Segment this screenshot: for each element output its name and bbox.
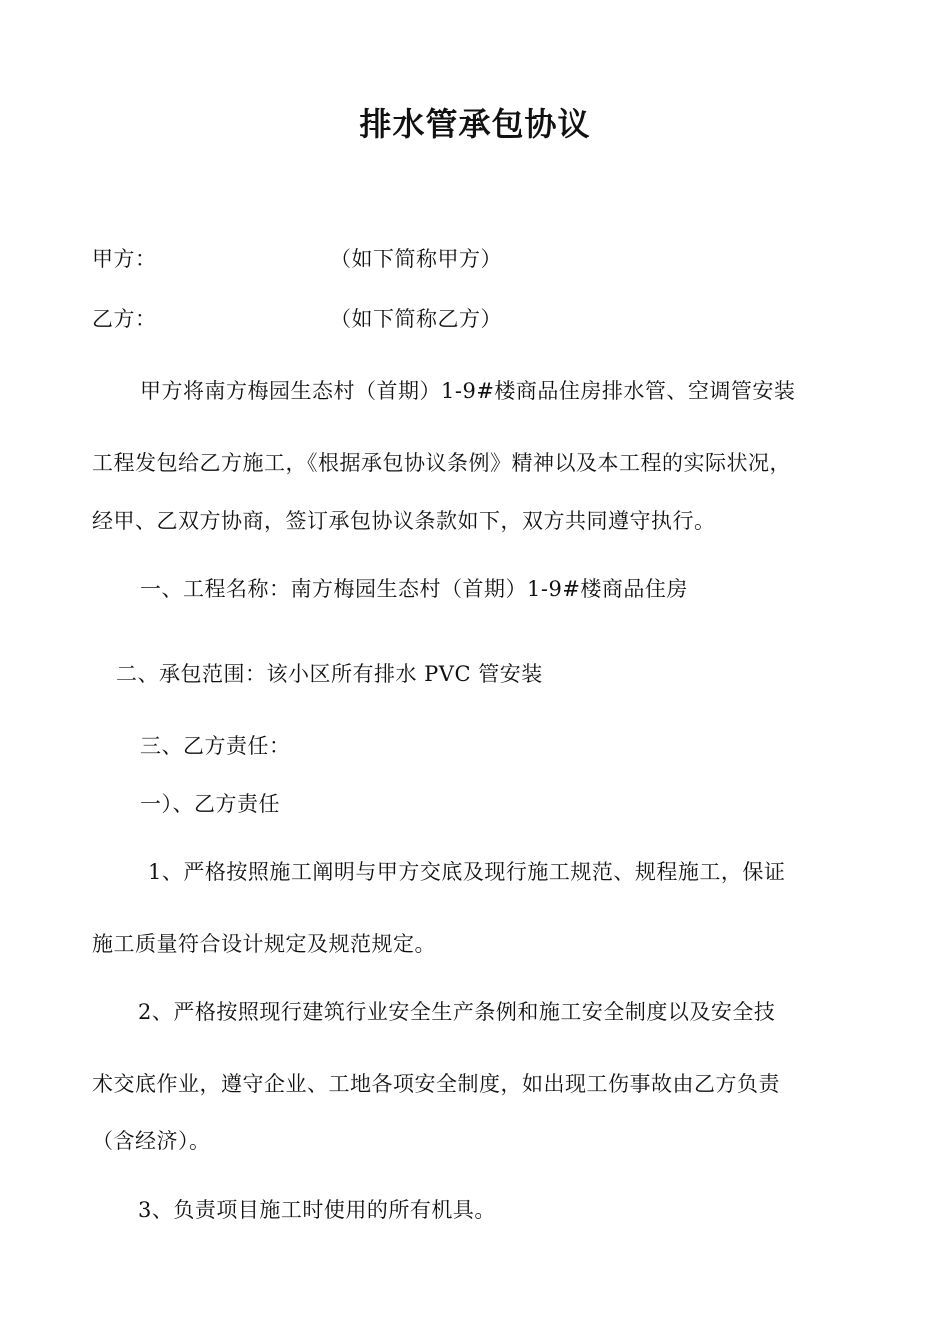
item-2-line-3: （含经济）。 (92, 1129, 211, 1153)
item-2-line-1: 2、严格按照现行建筑行业安全生产条例和施工安全制度以及安全技 (138, 1000, 776, 1024)
section-1-project-name: 一、工程名称：南方梅园生态村（首期）1-9#楼商品住房 (140, 577, 688, 601)
intro-line-1: 甲方将南方梅园生态村（首期）1-9#楼商品住房排水管、空调管安装 (140, 379, 796, 403)
item-1-line-1: 1、严格按照施工阐明与甲方交底及现行施工规范、规程施工，保证 (148, 860, 786, 884)
intro-line-3: 经甲、乙双方协商，签订承包协议条款如下，双方共同遵守执行。 (92, 509, 716, 533)
intro-line-2: 工程发包给乙方施工，《根据承包协议条例》精神以及本工程的实际状况， (92, 451, 791, 475)
item-3-line-1: 3、负责项目施工时使用的所有机具。 (138, 1198, 496, 1222)
item-2-line-2: 术交底作业，遵守企业、工地各项安全制度，如出现工伤事故由乙方负责 (92, 1072, 780, 1096)
section-2-scope: 二、承包范围：该小区所有排水 PVC 管安装 (116, 662, 543, 686)
item-1-line-2: 施工质量符合设计规定及规范规定。 (92, 932, 436, 956)
party-b-label: 乙方： (92, 307, 157, 331)
subsection-1-heading: 一）、乙方责任 (140, 792, 280, 816)
party-a-note: （如下简称甲方） (330, 247, 502, 271)
party-a-label: 甲方： (92, 247, 157, 271)
document-title: 排水管承包协议 (359, 105, 591, 143)
section-3-heading: 三、乙方责任： (140, 734, 291, 758)
party-b-note: （如下简称乙方） (330, 307, 502, 331)
